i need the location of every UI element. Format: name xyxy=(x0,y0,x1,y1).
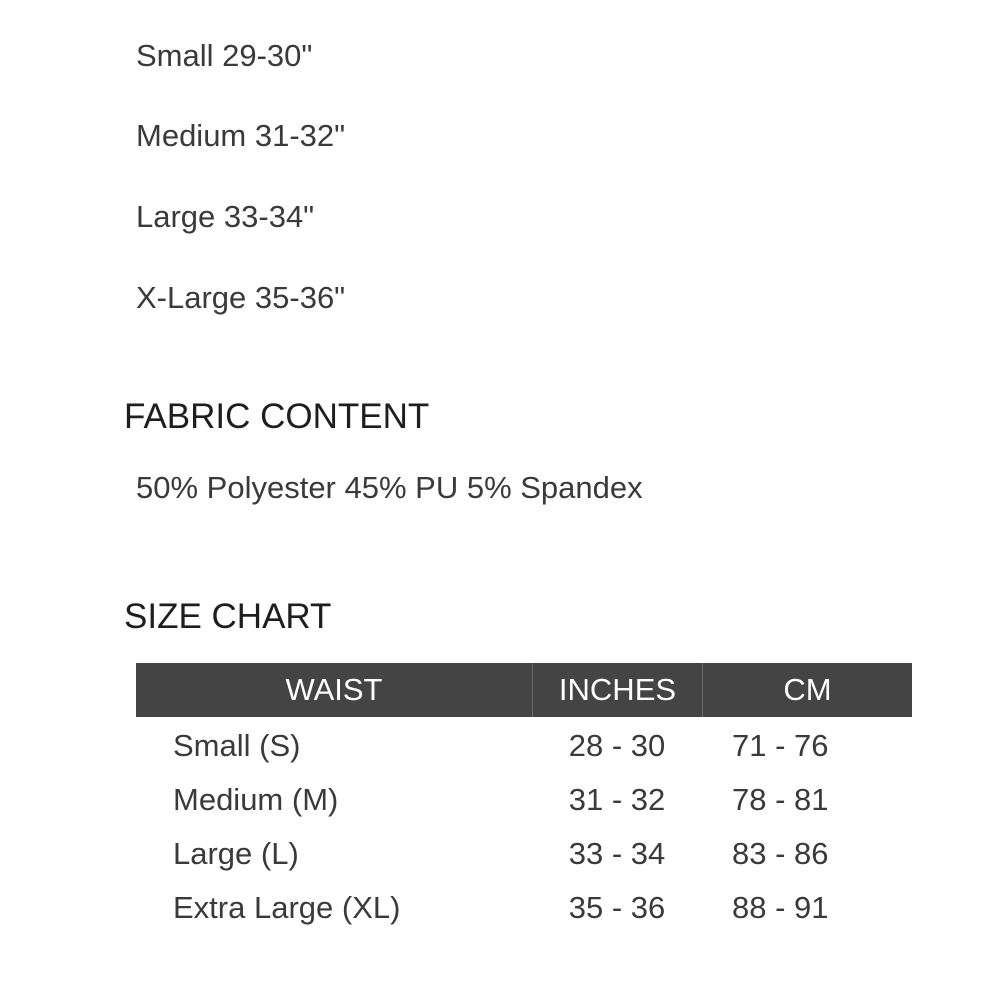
fabric-content-heading: FABRIC CONTENT xyxy=(124,397,430,436)
size-chart-table xyxy=(136,663,912,935)
cell-cm: 78 - 81 xyxy=(732,782,829,817)
fabric-content-text: 50% Polyester 45% PU 5% Spandex xyxy=(136,470,643,505)
column-header-inches: INCHES xyxy=(532,663,702,717)
cell-inches: 35 - 36 xyxy=(568,890,666,925)
cell-cm: 88 - 91 xyxy=(732,890,829,925)
size-list-item: Small 29-30" xyxy=(136,38,313,73)
cell-inches: 28 - 30 xyxy=(568,728,666,763)
size-chart-heading: SIZE CHART xyxy=(124,597,332,636)
table-row xyxy=(136,827,912,881)
table-row xyxy=(136,881,912,935)
cell-waist: Medium (M) xyxy=(173,782,339,817)
table-row xyxy=(136,719,912,773)
cell-waist: Extra Large (XL) xyxy=(173,890,401,925)
table-header xyxy=(136,663,912,717)
cell-inches: 31 - 32 xyxy=(568,782,666,817)
cell-cm: 71 - 76 xyxy=(732,728,829,763)
size-list-item: Medium 31-32" xyxy=(136,118,346,153)
cell-waist: Small (S) xyxy=(173,728,301,763)
size-list-item: X-Large 35-36" xyxy=(136,280,346,315)
table-row xyxy=(136,773,912,827)
size-list-item: Large 33-34" xyxy=(136,199,315,234)
column-header-cm: CM xyxy=(702,663,912,717)
cell-cm: 83 - 86 xyxy=(732,836,829,871)
column-header-waist: WAIST xyxy=(285,672,383,707)
cell-waist: Large (L) xyxy=(173,836,299,871)
cell-inches: 33 - 34 xyxy=(568,836,666,871)
